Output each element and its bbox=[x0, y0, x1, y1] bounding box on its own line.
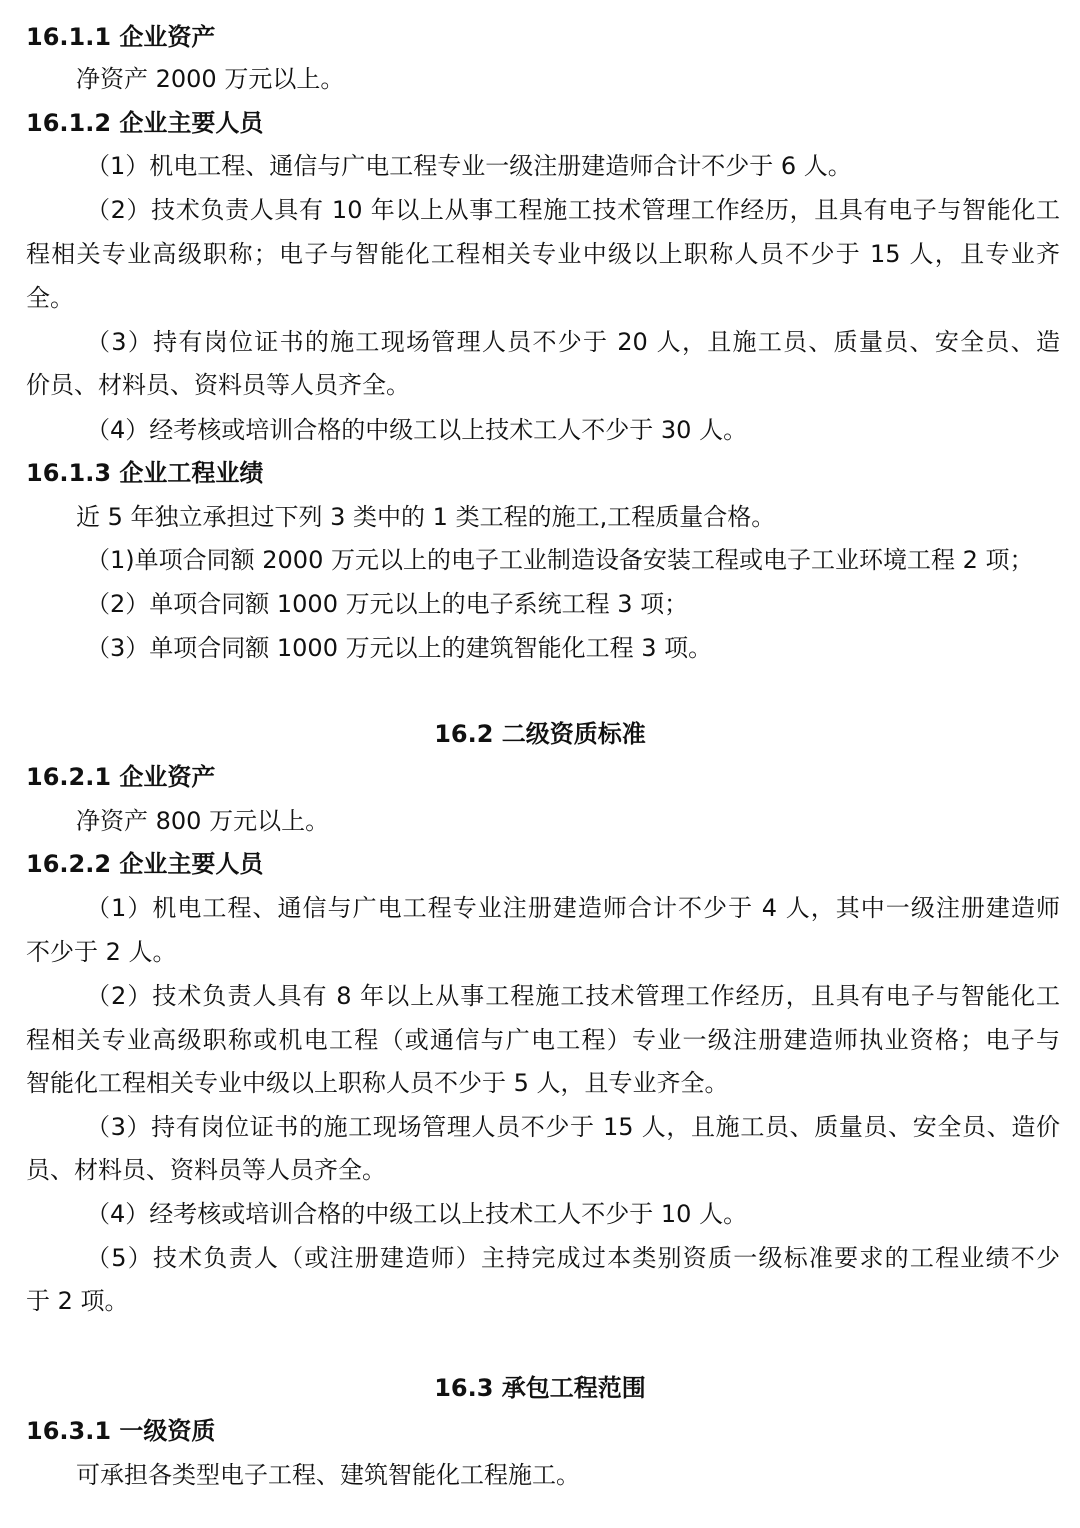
list-item-text: （4）经考核或培训合格的中级工以上技术工人不少于 30 人。 bbox=[86, 416, 748, 444]
list-item-text: （3）持有岗位证书的施工现场管理人员不少于 20 人，且施工员、质量员、安全员、造 bbox=[86, 328, 1060, 356]
paragraph-continuation: 于 2 项。 bbox=[26, 1287, 129, 1315]
heading-16-2-2: 16.2.2 企业主要人员 bbox=[26, 850, 264, 878]
list-item-text: （4）经考核或培训合格的中级工以上技术工人不少于 10 人。 bbox=[86, 1200, 748, 1228]
list-item-text: （3）持有岗位证书的施工现场管理人员不少于 15 人，且施工员、质量员、安全员、造价 bbox=[86, 1113, 1060, 1141]
paragraph-text: 可承担各类型电子工程、建筑智能化工程施工。 bbox=[76, 1461, 580, 1489]
heading-16-3-1: 16.3.1 一级资质 bbox=[26, 1417, 216, 1445]
paragraph-continuation: 价员、材料员、资料员等人员齐全。 bbox=[26, 371, 410, 399]
list-item-text: （3）单项合同额 1000 万元以上的建筑智能化工程 3 项。 bbox=[86, 634, 713, 662]
paragraph-continuation: 不少于 2 人。 bbox=[26, 938, 177, 966]
paragraph-continuation: 智能化工程相关专业中级以上职称人员不少于 5 人，且专业齐全。 bbox=[26, 1069, 729, 1097]
section-title-16-3: 16.3 承包工程范围 bbox=[434, 1374, 646, 1402]
paragraph-continuation: 程相关专业高级职称；电子与智能化工程相关专业中级以上职称人员不少于 15 人，且专业齐 bbox=[26, 240, 1060, 268]
paragraph-continuation: 全。 bbox=[26, 284, 74, 312]
list-item-text: （1）机电工程、通信与广电工程专业注册建造师合计不少于 4 人，其中一级注册建造师 bbox=[86, 894, 1060, 922]
paragraph-text: 净资产 2000 万元以上。 bbox=[76, 65, 345, 93]
list-item-text: （1）机电工程、通信与广电工程专业一级注册建造师合计不少于 6 人。 bbox=[86, 152, 852, 180]
list-item-text: （2）技术负责人具有 10 年以上从事工程施工技术管理工作经历，且具有电子与智能化工 bbox=[86, 196, 1060, 224]
list-item-text: （1)单项合同额 2000 万元以上的电子工业制造设备安装工程或电子工业环境工程 2 项； bbox=[86, 546, 1034, 574]
heading-16-2-1: 16.2.1 企业资产 bbox=[26, 763, 216, 791]
list-item-text: （2）技术负责人具有 8 年以上从事工程施工技术管理工作经历，且具有电子与智能化工 bbox=[86, 982, 1060, 1010]
list-item-text: （5）技术负责人（或注册建造师）主持完成过本类别资质一级标准要求的工程业绩不少 bbox=[86, 1244, 1060, 1272]
heading-16-1-1: 16.1.1 企业资产 bbox=[26, 23, 216, 51]
paragraph-continuation: 程相关专业高级职称或机电工程（或通信与广电工程）专业一级注册建造师执业资格；电子与 bbox=[26, 1026, 1060, 1054]
heading-16-1-2: 16.1.2 企业主要人员 bbox=[26, 109, 264, 137]
section-title-16-2: 16.2 二级资质标准 bbox=[434, 720, 646, 748]
heading-16-1-3: 16.1.3 企业工程业绩 bbox=[26, 459, 264, 487]
paragraph-text: 净资产 800 万元以上。 bbox=[76, 807, 330, 835]
list-item-text: （2）单项合同额 1000 万元以上的电子系统工程 3 项； bbox=[86, 590, 689, 618]
paragraph-continuation: 员、材料员、资料员等人员齐全。 bbox=[26, 1156, 386, 1184]
paragraph-text: 近 5 年独立承担过下列 3 类中的 1 类工程的施工,工程质量合格。 bbox=[76, 503, 776, 531]
